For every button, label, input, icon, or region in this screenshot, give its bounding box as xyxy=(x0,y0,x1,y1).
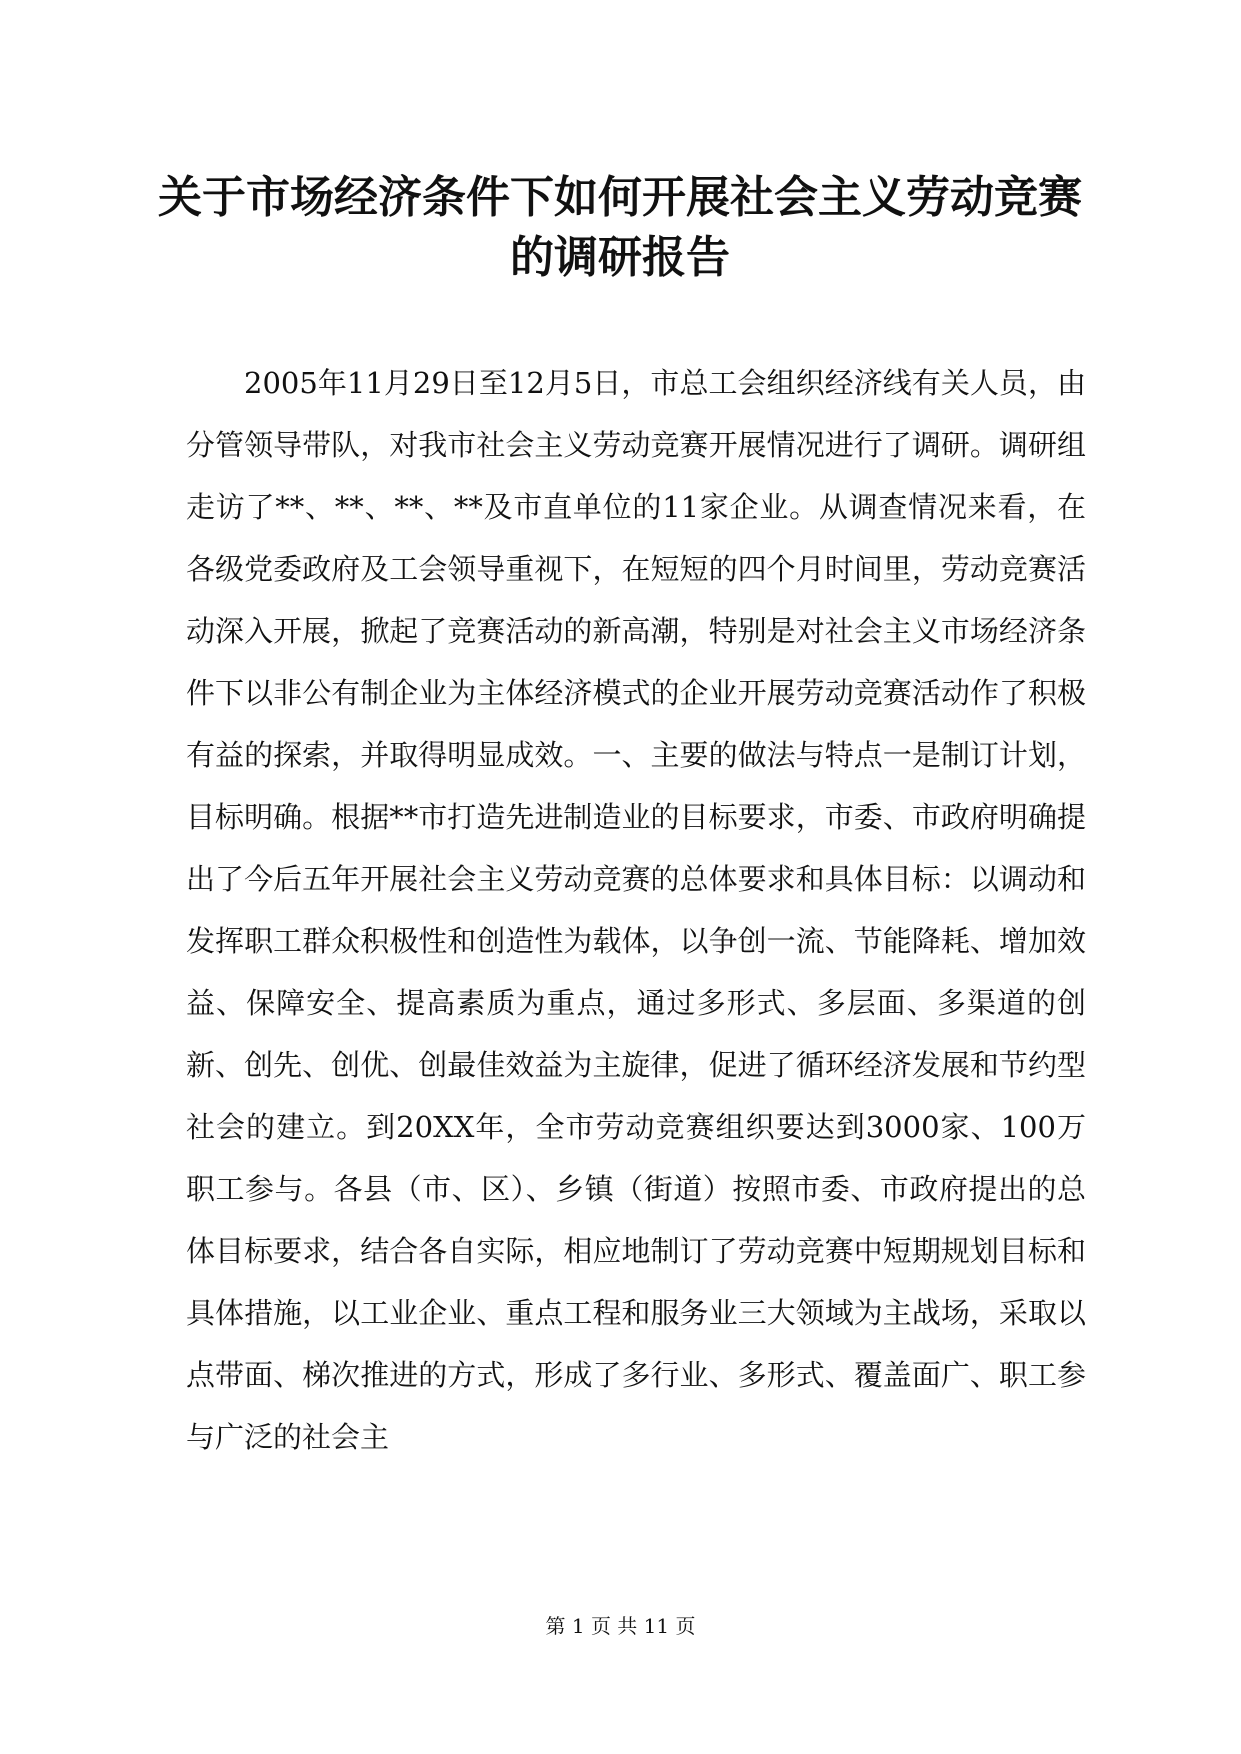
document-body: 2005年11月29日至12月5日，市总工会组织经济线有关人员，由分管领导带队，对我市社会主义劳动竞赛开展情况进行了调研。调研组走访了**、**、**、**及市直单位的11家企业。从调查情况来看，在各级党委政府及工会领导重视下，在短短的四个月时间里，劳动竞赛活动深入开展，掀起了竞赛活动的新高潮，特别是对社会主义市场经济条件下以非公有制企业为主体经济模式的企业开展劳动竞赛活动作了积极有益的探索，并取得明显成效。一、主要的做法与特点一是制订计划，目标明确。根据**市打造先进制造业的目标要求，市委、市政府明确提出了今后五年开展社会主义劳动竞赛的总体要求和具体目标：以调动和发挥职工群众积极性和创造性为载体，以争创一流、节能降耗、增加效益、保障安全、提高素质为重点，通过多形式、多层面、多渠道的创新、创先、创优、创最佳效益为主旋律，促进了循环经济发展和节约型社会的建立。到20XX年，全市劳动竞赛组织要达到3000家、100万职工参与。各县（市、区）、乡镇（街道）按照市委、市政府提出的总体目标要求，结合各自实际，相应地制订了劳动竞赛中短期规划目标和具体措施，以工业企业、重点工程和服务业三大领域为主战场，采取以点带面、梯次推进的方式，形成了多行业、多形式、覆盖面广、职工参与广泛的社会主 xyxy=(186,366,1086,1454)
page-footer: 第 1 页 共 11 页 xyxy=(545,1614,696,1638)
document-title: 关于市场经济条件下如何开展社会主义劳动竞赛的调研报告 xyxy=(158,172,1082,283)
